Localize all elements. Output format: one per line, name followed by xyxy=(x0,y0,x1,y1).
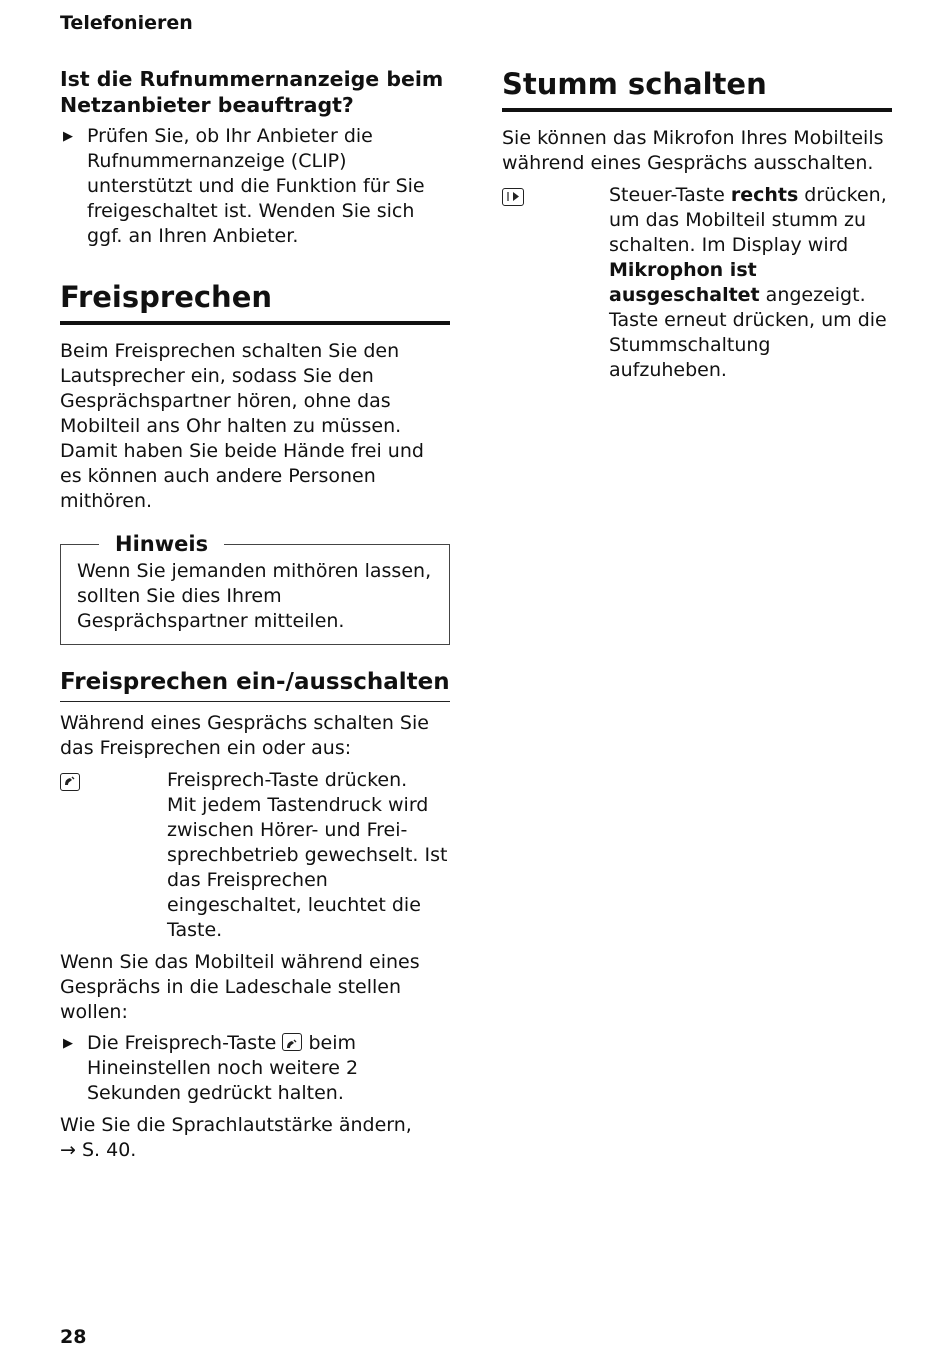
page-number: 28 xyxy=(60,1326,87,1348)
cradle-bullet xyxy=(60,1031,450,1106)
volume-text: Wie Sie die Sprachlautstärke ändern, xyxy=(60,1114,412,1136)
onoff-heading: Freisprechen ein-/ausschalten xyxy=(60,667,450,702)
mute-bold-display-message: Mikrophon ist ausgeschaltet xyxy=(609,259,760,306)
control-key-row xyxy=(502,183,892,383)
left-column xyxy=(60,66,450,1163)
clip-bullet xyxy=(60,124,450,249)
mute-text-2: drücken, um das Mobilteil stumm zu schalten. Im Display wird xyxy=(609,184,887,256)
section-header: Telefonieren xyxy=(60,12,193,34)
onoff-intro: Während eines Gesprächs schalten Sie das Freisprechen ein oder aus: xyxy=(60,712,429,759)
clip-bullet-text: Prüfen Sie, ob Ihr Anbieter die Rufnummernanzeige (CLIP) unterstützt und die Funktion für Sie freigeschaltet ist. Wenden Sie sich ggf. an Ihren Anbieter. xyxy=(87,125,425,247)
handsfree-key-line2: Mit jedem Tastendruck wird zwischen Hörer- und Freisprechbetrieb gewechselt. Ist das Freisprechen eingeschaltet, leuchtet die Taste. xyxy=(167,794,448,941)
mute-intro: Sie können das Mikrofon Ihres Mobilteils während eines Gesprächs ausschalten. xyxy=(502,127,884,174)
handsfree-key-row xyxy=(60,768,450,943)
handsfree-key-icon xyxy=(282,1033,302,1051)
page-reference[interactable] xyxy=(60,1138,450,1163)
handsfree-key-line1: Freisprech-Taste drücken. xyxy=(167,769,408,791)
control-key-text xyxy=(609,183,892,383)
freisprechen-heading: Freisprechen xyxy=(60,279,450,325)
page-reference-text[interactable]: S. 40. xyxy=(81,1139,137,1161)
note-box xyxy=(60,532,450,645)
arrow-right-icon: → xyxy=(60,1139,76,1161)
cradle-bullet-post: beim Hineinstellen noch weitere 2 Sekunden gedrückt halten. xyxy=(87,1032,359,1104)
mute-text-3: angezeigt. Taste erneut drücken, um die Stummschaltung aufzuheben. xyxy=(609,284,887,381)
right-column xyxy=(502,66,892,383)
note-text: Wenn Sie jemanden mithören lassen, sollten Sie dies Ihrem Gesprächspartner mitteilen. xyxy=(77,560,432,632)
note-title: Hinweis xyxy=(99,531,224,557)
bullet-triangle-icon: ▶ xyxy=(63,129,73,144)
control-key-right-icon xyxy=(502,188,524,206)
cradle-bullet-pre: Die Freisprech-Taste xyxy=(87,1032,277,1054)
stumm-schalten-heading: Stumm schalten xyxy=(502,66,892,112)
cradle-text: Wenn Sie das Mobilteil während eines Gesprächs in die Ladeschale stellen wollen: xyxy=(60,951,420,1023)
freisprechen-intro: Beim Freisprechen schalten Sie den Lautsprecher ein, sodass Sie den Gesprächspartner hören, ohne das Mobilteil ans Ohr halten zu müssen. Damit haben Sie beide Hände frei und es können auch andere Personen mithören. xyxy=(60,340,424,512)
handsfree-key-icon xyxy=(60,773,80,791)
mute-text-1: Steuer-Taste xyxy=(609,184,731,206)
mute-bold-rechts: rechts xyxy=(730,184,799,206)
clip-question-heading: Ist die Rufnummernanzeige beim Netzanbieter beauftragt? xyxy=(60,67,444,117)
bullet-triangle-icon: ▶ xyxy=(63,1036,73,1051)
